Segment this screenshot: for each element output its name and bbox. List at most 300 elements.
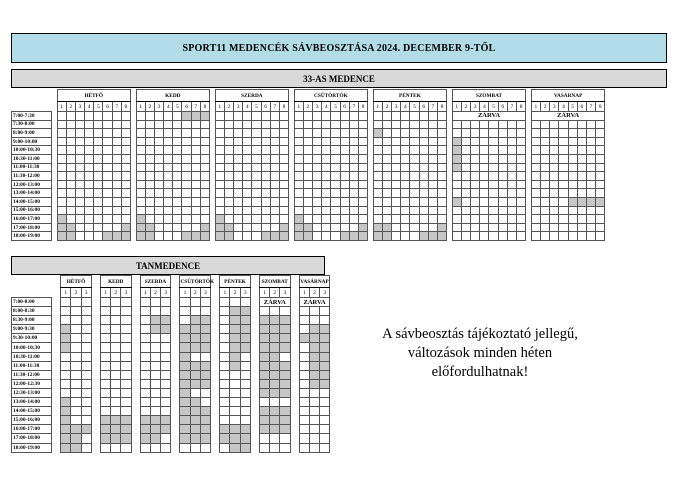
lane-slot [577, 154, 586, 163]
lane-slot [322, 215, 331, 224]
lane-slot [111, 334, 121, 343]
lane-slot [215, 137, 224, 146]
lane-slot [240, 298, 250, 307]
pool33-schedule-table [11, 89, 605, 241]
lane-slot [299, 352, 309, 361]
lane-slot [349, 223, 358, 232]
time-label: 11:00-11:30 [12, 361, 52, 370]
lane-slot [480, 120, 489, 129]
lane-slot [559, 154, 568, 163]
lane-slot [259, 307, 269, 316]
lane-slot [75, 129, 84, 138]
lane-slot [215, 189, 224, 198]
lane-slot [410, 223, 419, 232]
lane-slot [150, 298, 160, 307]
lane-slot-booked [596, 197, 605, 206]
lane-slot-booked [230, 334, 240, 343]
time-label: 16:00-17:00 [12, 215, 52, 224]
lane-number: 3 [471, 102, 480, 112]
lane-slot [103, 137, 112, 146]
lane-slot-booked [270, 379, 280, 388]
lane-slot [220, 407, 230, 416]
lane-slot [401, 154, 410, 163]
lane-slot [94, 232, 103, 241]
lane-slot [230, 407, 240, 416]
lane-slot [331, 146, 340, 155]
lane-slot [437, 120, 446, 129]
lane-slot [531, 163, 540, 172]
lane-slot [121, 325, 131, 334]
lane-slot [428, 197, 437, 206]
lane-slot [111, 361, 121, 370]
lane-slot [303, 137, 312, 146]
lane-slot [340, 223, 349, 232]
lane-slot [507, 223, 516, 232]
lane-slot [322, 129, 331, 138]
lane-slot-booked [259, 425, 269, 434]
lane-slot [461, 215, 470, 224]
lane-slot [568, 172, 577, 181]
lane-slot [71, 307, 81, 316]
lane-slot [392, 120, 401, 129]
pool33-title: 33-AS MEDENCE [11, 69, 667, 88]
lane-slot-booked [309, 325, 319, 334]
lane-slot [243, 120, 252, 129]
lane-slot-booked [340, 232, 349, 241]
lane-slot [200, 352, 210, 361]
lane-slot [261, 172, 270, 181]
lane-slot [410, 154, 419, 163]
lane-slot [489, 197, 498, 206]
lane-slot-booked [136, 223, 145, 232]
lane-slot [294, 163, 303, 172]
gap-cell [250, 388, 259, 397]
lane-slot [94, 146, 103, 155]
lane-slot [419, 120, 428, 129]
lane-slot-booked [220, 434, 230, 443]
lane-slot [480, 206, 489, 215]
lane-slot [57, 112, 66, 121]
time-row [12, 180, 605, 189]
lane-slot [320, 398, 330, 407]
lane-slot-booked [270, 425, 280, 434]
lane-slot [224, 172, 233, 181]
lane-slot [331, 163, 340, 172]
lane-slot [261, 180, 270, 189]
lane-slot [243, 232, 252, 241]
lane-slot-booked [358, 232, 367, 241]
gap-cell [91, 307, 100, 316]
lane-slot-booked [437, 223, 446, 232]
lane-slot [312, 154, 321, 163]
lane-slot [150, 334, 160, 343]
lane-slot [303, 112, 312, 121]
lane-slot [550, 232, 559, 241]
lane-slot [100, 370, 110, 379]
lane-slot [81, 307, 91, 316]
lane-slot [401, 232, 410, 241]
time-row [12, 146, 605, 155]
gap-cell [290, 434, 299, 443]
lane-slot-booked [452, 137, 461, 146]
lane-number: 5 [410, 102, 419, 112]
gap-cell [131, 443, 140, 452]
lane-slot [154, 232, 163, 241]
gap-cell [131, 398, 140, 407]
lane-slot [401, 146, 410, 155]
lane-slot [294, 206, 303, 215]
lane-slot [243, 146, 252, 155]
lane-number: 8 [596, 102, 605, 112]
lane-slot [507, 189, 516, 198]
lane-slot [349, 146, 358, 155]
lane-slot [392, 189, 401, 198]
lane-slot-booked [150, 316, 160, 325]
gap-cell [52, 443, 61, 452]
lane-number: 3 [280, 288, 290, 298]
lane-slot-booked [180, 379, 190, 388]
lane-slot-booked [358, 223, 367, 232]
lane-slot-booked [190, 379, 200, 388]
gap-cell [290, 443, 299, 452]
time-label: 16:00-17:00 [12, 425, 52, 434]
time-label: 10:00-10:30 [12, 343, 52, 352]
lane-slot [322, 112, 331, 121]
lane-slot [294, 180, 303, 189]
gap-cell [131, 288, 140, 298]
lane-slot [428, 129, 437, 138]
lane-slot [586, 129, 595, 138]
lane-slot [220, 416, 230, 425]
lane-slot [320, 416, 330, 425]
gap-cell [250, 298, 259, 307]
lane-slot [586, 137, 595, 146]
lane-slot [531, 197, 540, 206]
lane-slot [140, 316, 150, 325]
lane-slot-booked [180, 416, 190, 425]
lane-slot [154, 215, 163, 224]
lane-slot [507, 172, 516, 181]
lane-number: 3 [121, 288, 131, 298]
lane-slot [173, 223, 182, 232]
lane-slot-booked [200, 407, 210, 416]
lane-slot-booked [66, 223, 75, 232]
lane-slot [81, 298, 91, 307]
lane-slot [154, 180, 163, 189]
lane-slot [392, 232, 401, 241]
lane-slot [112, 180, 121, 189]
lane-number: 2 [66, 102, 75, 112]
gap-cell [171, 416, 180, 425]
lane-slot [270, 112, 279, 121]
lane-slot [437, 154, 446, 163]
lane-slot [489, 146, 498, 155]
lane-slot [568, 206, 577, 215]
lane-slot [252, 129, 261, 138]
lane-slot-booked [299, 334, 309, 343]
gap-cell [52, 416, 61, 425]
lane-slot [243, 189, 252, 198]
lane-slot [373, 137, 382, 146]
lane-slot [559, 129, 568, 138]
lane-slot [191, 215, 200, 224]
lane-slot [161, 298, 171, 307]
lane-slot-booked [280, 425, 290, 434]
lane-slot [586, 146, 595, 155]
lane-slot [121, 189, 130, 198]
lane-slot [150, 343, 160, 352]
lane-slot [200, 189, 209, 198]
lane-slot [517, 223, 526, 232]
lane-slot [280, 307, 290, 316]
lane-slot [252, 180, 261, 189]
lane-slot-booked [190, 416, 200, 425]
gap-cell [250, 425, 259, 434]
lane-slot [233, 120, 242, 129]
lane-slot [312, 223, 321, 232]
lane-slot [121, 298, 131, 307]
lane-slot [164, 137, 173, 146]
lane-slot [461, 189, 470, 198]
lane-slot [270, 443, 280, 452]
lane-slot [392, 146, 401, 155]
time-label: 8:00-8:30 [12, 307, 52, 316]
lane-slot [57, 129, 66, 138]
gap-cell [171, 388, 180, 397]
lane-slot [103, 163, 112, 172]
lane-slot [136, 206, 145, 215]
gap-cell [211, 334, 220, 343]
lane-slot-booked [280, 407, 290, 416]
lane-slot-booked [320, 325, 330, 334]
lane-slot [550, 223, 559, 232]
day-header-row [12, 276, 330, 288]
lane-slot [358, 129, 367, 138]
lane-slot [261, 197, 270, 206]
lane-slot [164, 154, 173, 163]
lane-slot [121, 316, 131, 325]
lane-slot [498, 223, 507, 232]
time-label: 7:30-8:00 [12, 120, 52, 129]
gap-cell [91, 379, 100, 388]
time-row [12, 416, 330, 425]
lane-slot [401, 120, 410, 129]
lane-slot [419, 189, 428, 198]
lane-slot [498, 189, 507, 198]
lane-number: 4 [401, 102, 410, 112]
lane-slot [299, 416, 309, 425]
gap-cell [250, 416, 259, 425]
lane-slot [299, 388, 309, 397]
lane-slot [100, 398, 110, 407]
lane-number: 6 [261, 102, 270, 112]
lane-slot [568, 223, 577, 232]
lane-slot [182, 189, 191, 198]
gap-cell [250, 443, 259, 452]
lane-slot [349, 206, 358, 215]
lane-slot [75, 137, 84, 146]
lane-slot-booked [280, 388, 290, 397]
lane-slot [294, 154, 303, 163]
lane-slot-booked [230, 434, 240, 443]
lane-slot [200, 388, 210, 397]
lane-slot [75, 180, 84, 189]
lane-slot [294, 120, 303, 129]
lane-slot [517, 137, 526, 146]
lane-slot [140, 370, 150, 379]
gap-cell [91, 343, 100, 352]
lane-slot-booked [200, 370, 210, 379]
lane-slot-booked [382, 223, 391, 232]
lane-number: 7 [112, 102, 121, 112]
gap-cell [171, 352, 180, 361]
lane-slot [498, 232, 507, 241]
lane-slot [452, 215, 461, 224]
lane-slot-booked [200, 223, 209, 232]
lane-slot [550, 120, 559, 129]
lane-slot-booked [230, 443, 240, 452]
lane-slot [596, 223, 605, 232]
lane-number: 1 [531, 102, 540, 112]
lane-slot [200, 120, 209, 129]
lane-slot [252, 189, 261, 198]
lane-number: 5 [173, 102, 182, 112]
lane-slot [373, 120, 382, 129]
lane-slot [540, 197, 549, 206]
lane-slot [586, 154, 595, 163]
lane-slot [410, 206, 419, 215]
lane-slot [410, 146, 419, 155]
lane-slot [111, 325, 121, 334]
lane-slot [100, 325, 110, 334]
time-label: 12:30-13:00 [12, 388, 52, 397]
gap-cell [211, 398, 220, 407]
lane-slot [340, 112, 349, 121]
lane-slot [531, 146, 540, 155]
gap-cell [91, 298, 100, 307]
lane-slot [136, 172, 145, 181]
day-header: PÉNTEK [373, 90, 447, 102]
lane-slot [85, 146, 94, 155]
lane-slot [331, 112, 340, 121]
gap-cell [211, 425, 220, 434]
time-label: 13:00-14:00 [12, 398, 52, 407]
lane-slot [190, 298, 200, 307]
lane-slot [452, 206, 461, 215]
gap-cell [91, 352, 100, 361]
lane-slot [243, 137, 252, 146]
lane-slot [61, 298, 71, 307]
lane-slot [270, 197, 279, 206]
gap-cell [171, 379, 180, 388]
lane-slot [121, 197, 130, 206]
lane-slot [173, 112, 182, 121]
lane-slot-booked [103, 232, 112, 241]
gap-cell [52, 434, 61, 443]
lane-slot-booked [280, 325, 290, 334]
lane-number: 2 [382, 102, 391, 112]
lane-slot [220, 388, 230, 397]
lane-slot [559, 120, 568, 129]
lane-number: 1 [294, 102, 303, 112]
lane-slot [161, 388, 171, 397]
lane-number: 5 [331, 102, 340, 112]
lane-slot [480, 172, 489, 181]
lane-slot [461, 232, 470, 241]
gap-cell [131, 343, 140, 352]
lane-slot [191, 197, 200, 206]
gap-cell [171, 398, 180, 407]
lane-slot [550, 197, 559, 206]
lane-slot [471, 137, 480, 146]
lane-slot [145, 154, 154, 163]
lane-slot [382, 206, 391, 215]
lane-slot-booked [191, 232, 200, 241]
lane-slot [309, 416, 319, 425]
lane-slot-booked [161, 416, 171, 425]
lane-slot [299, 307, 309, 316]
gap-cell [250, 361, 259, 370]
lane-slot [140, 307, 150, 316]
lane-slot [57, 172, 66, 181]
lane-slot-booked [200, 232, 209, 241]
lane-slot [220, 370, 230, 379]
lane-slot [401, 215, 410, 224]
corner-cell [12, 288, 52, 298]
lane-slot [81, 325, 91, 334]
lane-slot [340, 137, 349, 146]
lane-slot [261, 206, 270, 215]
lane-slot [180, 307, 190, 316]
lane-slot [145, 172, 154, 181]
lane-slot [489, 129, 498, 138]
lane-slot [322, 154, 331, 163]
lane-slot [182, 215, 191, 224]
lane-slot-booked [349, 232, 358, 241]
day-header: SZOMBAT [452, 90, 526, 102]
lane-slot [173, 206, 182, 215]
lane-slot [154, 146, 163, 155]
lane-slot [215, 120, 224, 129]
lane-slot [559, 223, 568, 232]
gap-cell [52, 334, 61, 343]
lane-slot [452, 129, 461, 138]
gap-cell [250, 316, 259, 325]
lane-slot [103, 197, 112, 206]
lane-slot [61, 388, 71, 397]
lane-slot-booked [71, 443, 81, 452]
lane-slot [173, 189, 182, 198]
lane-slot-booked [259, 334, 269, 343]
lane-slot-booked [100, 425, 110, 434]
lane-slot-booked [240, 434, 250, 443]
lane-slot [401, 189, 410, 198]
lane-slot-booked [200, 416, 210, 425]
lane-slot [71, 361, 81, 370]
lane-slot [540, 232, 549, 241]
lane-slot [121, 307, 131, 316]
lane-slot [140, 398, 150, 407]
lane-slot [331, 223, 340, 232]
lane-slot-booked [81, 425, 91, 434]
lane-slot [392, 154, 401, 163]
lane-slot-booked [57, 223, 66, 232]
lane-slot-booked [294, 223, 303, 232]
lane-slot [437, 112, 446, 121]
lane-number: 1 [259, 288, 269, 298]
lane-slot [270, 189, 279, 198]
lane-slot [252, 197, 261, 206]
